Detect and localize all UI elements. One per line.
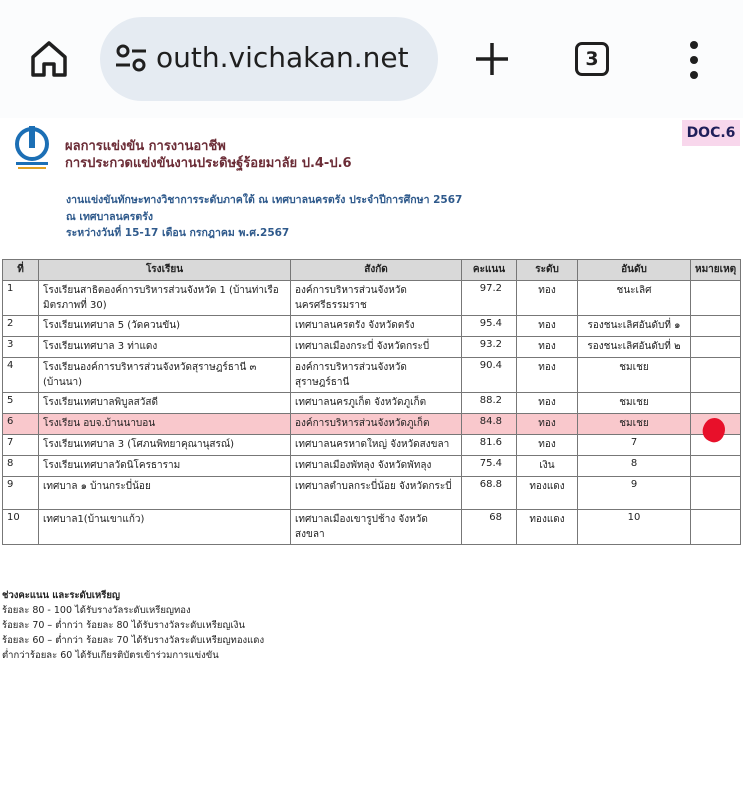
cell-level: ทอง bbox=[517, 435, 578, 456]
cell-rank: ชมเชย bbox=[578, 414, 691, 435]
cell-note bbox=[691, 510, 741, 545]
cell-score: 88.2 bbox=[462, 393, 517, 414]
col-header-affiliation: สังกัด bbox=[291, 260, 462, 281]
table-row bbox=[3, 358, 741, 393]
browser-toolbar bbox=[0, 0, 743, 118]
cell-affiliation: องค์การบริหารส่วนจังหวัดสุราษฎร์ธานี bbox=[291, 358, 462, 393]
cell-note bbox=[691, 456, 741, 477]
cell-level: ทองแดง bbox=[517, 510, 578, 545]
cell-affiliation: องค์การบริหารส่วนจังหวัดภูเก็ต bbox=[291, 414, 462, 435]
cell-note bbox=[691, 393, 741, 414]
cell-score: 84.8 bbox=[462, 414, 517, 435]
cell-level: ทอง bbox=[517, 281, 578, 316]
cell-score: 93.2 bbox=[462, 337, 517, 358]
table-row bbox=[3, 510, 741, 545]
results-table bbox=[2, 259, 741, 545]
legend-line: ร้อยละ 60 – ต่ำกว่า ร้อยละ 70 ได้รับรางวัลระดับเหรียญทองแดง bbox=[2, 635, 265, 646]
cell-school: โรงเรียนองค์การบริหารส่วนจังหวัดสุราษฎร์ธานี ๓ (บ้านนา) bbox=[39, 358, 291, 393]
cell-affiliation: เทศบาลเมืองกระบี่ จังหวัดกระบี่ bbox=[291, 337, 462, 358]
cell-rank: ชนะเลิศ bbox=[578, 281, 691, 316]
cell-affiliation: องค์การบริหารส่วนจังหวัดนครศรีธรรมราช bbox=[291, 281, 462, 316]
table-row bbox=[3, 456, 741, 477]
cell-school: โรงเรียนเทศบาล 3 ท่าแดง bbox=[39, 337, 291, 358]
cell-no: 5 bbox=[3, 393, 39, 414]
cell-level: เงิน bbox=[517, 456, 578, 477]
cell-school: โรงเรียนเทศบาลวัดนิโครธาราม bbox=[39, 456, 291, 477]
cell-affiliation: เทศบาลนครตรัง จังหวัดตรัง bbox=[291, 316, 462, 337]
new-tab-plus-icon[interactable] bbox=[470, 37, 514, 81]
cell-school: เทศบาล ๑ บ้านกระบี่น้อย bbox=[39, 477, 291, 510]
cell-score: 95.4 bbox=[462, 316, 517, 337]
cell-no: 1 bbox=[3, 281, 39, 316]
cell-note bbox=[691, 337, 741, 358]
col-header-rank: อันดับ bbox=[578, 260, 691, 281]
cell-affiliation: เทศบาลนครหาดใหญ่ จังหวัดสงขลา bbox=[291, 435, 462, 456]
cell-score: 68 bbox=[462, 510, 517, 545]
cell-rank: รองชนะเลิศอันดับที่ ๑ bbox=[578, 316, 691, 337]
cell-level: ทอง bbox=[517, 414, 578, 435]
cell-level: ทอง bbox=[517, 358, 578, 393]
cell-affiliation: เทศบาลเมืองเขารูปช้าง จังหวัดสงขลา bbox=[291, 510, 462, 545]
cell-note bbox=[691, 316, 741, 337]
url-text[interactable]: outh.vichakan.net bbox=[156, 41, 409, 74]
cell-no: 7 bbox=[3, 435, 39, 456]
cell-rank: 10 bbox=[578, 510, 691, 545]
legend-line: ต่ำกว่าร้อยละ 60 ได้รับเกียรติบัตรเข้าร่วมการแข่งขัน bbox=[2, 650, 219, 661]
cell-school: โรงเรียนเทศบาลพิบูลสวัสดี bbox=[39, 393, 291, 414]
cell-score: 97.2 bbox=[462, 281, 517, 316]
cell-rank: ชมเชย bbox=[578, 393, 691, 414]
cell-score: 68.8 bbox=[462, 477, 517, 510]
document-page bbox=[0, 118, 743, 800]
cell-no: 3 bbox=[3, 337, 39, 358]
subtitle-line: ระหว่างวันที่ 15-17 เดือน กรกฎาคม พ.ศ.2567 bbox=[66, 227, 290, 239]
col-header-note: หมายเหตุ bbox=[691, 260, 741, 281]
site-settings-icon[interactable] bbox=[114, 41, 148, 75]
address-bar[interactable] bbox=[100, 17, 438, 101]
cell-no: 4 bbox=[3, 358, 39, 393]
cell-rank: รองชนะเลิศอันดับที่ ๒ bbox=[578, 337, 691, 358]
cell-no: 10 bbox=[3, 510, 39, 545]
cell-level: ทอง bbox=[517, 316, 578, 337]
table-header-row bbox=[3, 260, 741, 281]
col-header-school: โรงเรียน bbox=[39, 260, 291, 281]
cell-score: 90.4 bbox=[462, 358, 517, 393]
organization-logo-icon bbox=[12, 124, 52, 172]
cell-affiliation: เทศบาลตำบลกระบี่น้อย จังหวัดกระบี่ bbox=[291, 477, 462, 510]
table-row bbox=[3, 337, 741, 358]
cell-score: 75.4 bbox=[462, 456, 517, 477]
cell-rank: 9 bbox=[578, 477, 691, 510]
cell-school: โรงเรียนสาธิตองค์การบริหารส่วนจังหวัด 1 (บ้านท่าเรือมิตรภาพที่ 30) bbox=[39, 281, 291, 316]
col-header-level: ระดับ bbox=[517, 260, 578, 281]
cell-no: 9 bbox=[3, 477, 39, 510]
col-header-no: ที่ bbox=[3, 260, 39, 281]
cell-level: ทอง bbox=[517, 393, 578, 414]
cell-school: โรงเรียนเทศบาล 5 (วัดควนขัน) bbox=[39, 316, 291, 337]
table-row bbox=[3, 281, 741, 316]
table-row bbox=[3, 414, 741, 435]
cell-no: 6 bbox=[3, 414, 39, 435]
cell-rank: 7 bbox=[578, 435, 691, 456]
subtitle-line: งานแข่งขันทักษะทางวิชาการระดับภาคใต้ ณ เทศบาลนครตรัง ประจำปีการศึกษา 2567 bbox=[66, 194, 463, 206]
table-row bbox=[3, 316, 741, 337]
col-header-score: คะแนน bbox=[462, 260, 517, 281]
document-title-line1: ผลการแข่งขัน การงานอาชีพ bbox=[65, 139, 226, 154]
legend-line: ร้อยละ 70 – ต่ำกว่า ร้อยละ 80 ได้รับรางวัลระดับเหรียญเงิน bbox=[2, 620, 245, 631]
cell-rank: 8 bbox=[578, 456, 691, 477]
document-title-line2: การประกวดแข่งขันงานประดิษฐ์ร้อยมาลัย ป.4-ป.6 bbox=[65, 156, 352, 171]
cell-no: 8 bbox=[3, 456, 39, 477]
table-row bbox=[3, 477, 741, 510]
cell-school: โรงเรียน อบจ.บ้านนาบอน bbox=[39, 414, 291, 435]
cell-level: ทอง bbox=[517, 337, 578, 358]
table-row bbox=[3, 393, 741, 414]
tab-switcher-icon[interactable]: 3 bbox=[575, 42, 609, 76]
cell-level: ทองแดง bbox=[517, 477, 578, 510]
cell-note bbox=[691, 358, 741, 393]
cell-school: โรงเรียนเทศบาล 3 (โศภนพิทยาคุณานุสรณ์) bbox=[39, 435, 291, 456]
table-row bbox=[3, 435, 741, 456]
cell-note bbox=[691, 477, 741, 510]
home-icon[interactable] bbox=[27, 37, 71, 81]
cell-score: 81.6 bbox=[462, 435, 517, 456]
cell-affiliation: เทศบาลนครภูเก็ต จังหวัดภูเก็ต bbox=[291, 393, 462, 414]
legend-line: ร้อยละ 80 - 100 ได้รับรางวัลระดับเหรียญทอง bbox=[2, 605, 191, 616]
legend-title: ช่วงคะแนน และระดับเหรียญ bbox=[2, 590, 121, 601]
cell-affiliation: เทศบาลเมืองพัทลุง จังหวัดพัทลุง bbox=[291, 456, 462, 477]
more-menu-icon[interactable] bbox=[682, 38, 706, 82]
subtitle-line: ณ เทศบาลนครตรัง bbox=[66, 211, 153, 223]
cell-school: เทศบาล1(บ้านเขาแก้ว) bbox=[39, 510, 291, 545]
cell-no: 2 bbox=[3, 316, 39, 337]
cell-note bbox=[691, 281, 741, 316]
cell-rank: ชมเชย bbox=[578, 358, 691, 393]
doc-label-badge: DOC.6 bbox=[682, 120, 740, 146]
